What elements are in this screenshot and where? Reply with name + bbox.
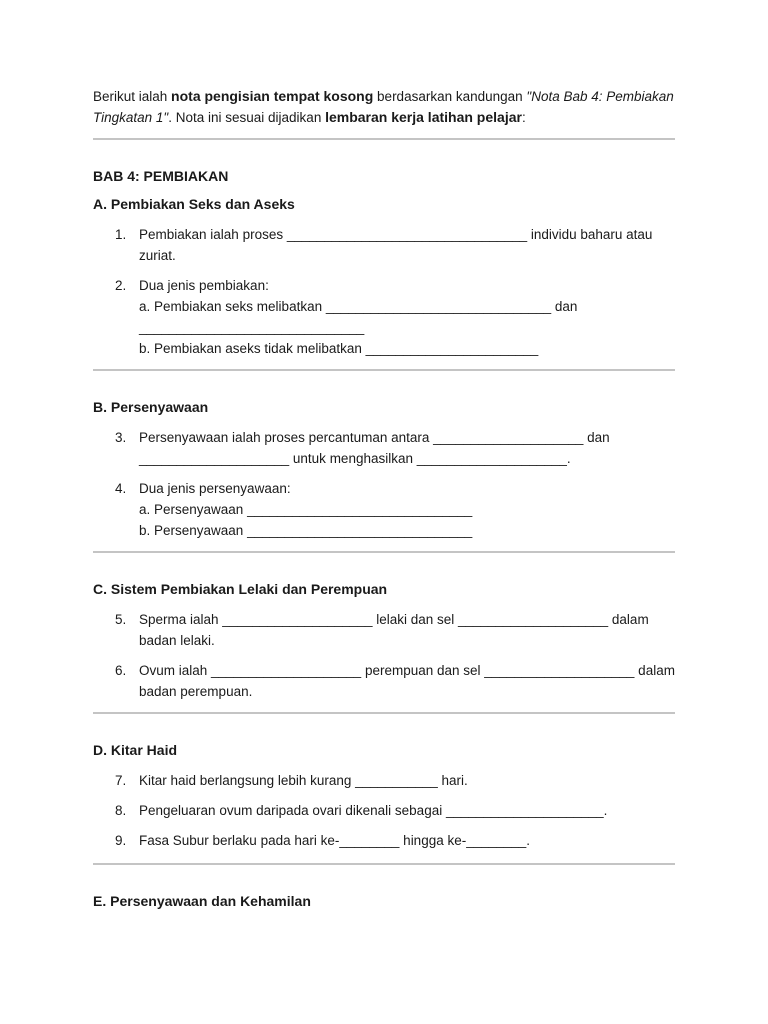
list-item: [93, 609, 675, 651]
item-subline: a. Persenyawaan ______________________________: [139, 502, 473, 517]
divider: [93, 863, 675, 865]
section-b-title: B. Persenyawaan: [93, 399, 209, 415]
list-item: [93, 478, 675, 541]
item-number: 7.: [115, 773, 127, 788]
list-item: [93, 800, 675, 821]
intro-italic-quote: "Nota Bab 4: Pembiakan Tingkatan 1": [93, 89, 674, 125]
section-d-list: [93, 770, 675, 851]
item-text: Persenyawaan ialah proses percantuman antara ____________________ dan ____________________ untuk menghasilkan ____________________.: [139, 430, 610, 466]
list-item: [93, 770, 675, 791]
item-number: 8.: [115, 803, 127, 818]
list-item: [93, 224, 675, 266]
item-text: Sperma ialah ____________________ lelaki dan sel ____________________ dalam badan lelaki.: [139, 612, 649, 648]
intro-text: berdasarkan kandungan: [373, 89, 527, 104]
item-number: 2.: [115, 278, 127, 293]
item-number: 4.: [115, 481, 127, 496]
divider: [93, 551, 675, 553]
section-b-list: [93, 427, 675, 541]
section-a-list: [93, 224, 675, 359]
item-text: Dua jenis pembiakan:: [139, 278, 269, 293]
item-text: Fasa Subur berlaku pada hari ke-________ hingga ke-________.: [139, 833, 531, 848]
item-number: 3.: [115, 430, 127, 445]
section-d-title: D. Kitar Haid: [93, 742, 178, 758]
item-text: Dua jenis persenyawaan:: [139, 481, 291, 496]
divider: [93, 712, 675, 714]
item-number: 5.: [115, 612, 127, 627]
intro-paragraph: [93, 86, 675, 128]
intro-text: :: [521, 110, 526, 125]
item-text: Kitar haid berlangsung lebih kurang ___________ hari.: [139, 773, 468, 788]
chapter-title: BAB 4: PEMBIAKAN: [93, 168, 229, 184]
intro-bold-phrase: lembaran kerja latihan pelajar: [325, 109, 522, 125]
item-text: Pembiakan ialah proses ________________________________ individu baharu atau zuriat.: [139, 227, 653, 263]
item-subline: a. Pembiakan seks melibatkan ______________________________ dan ______________________________: [139, 299, 578, 335]
list-item: [93, 427, 675, 469]
item-subline: b. Pembiakan aseks tidak melibatkan _______________________: [139, 341, 539, 356]
item-text: Pengeluaran ovum daripada ovari dikenali sebagai _____________________.: [139, 803, 608, 818]
divider: [93, 138, 675, 140]
item-number: 6.: [115, 663, 127, 678]
section-c-title: C. Sistem Pembiakan Lelaki dan Perempuan: [93, 581, 388, 597]
intro-text: . Nota ini sesuai dijadikan: [168, 110, 326, 125]
item-number: 1.: [115, 227, 127, 242]
divider: [93, 369, 675, 371]
intro-text: Berikut ialah: [93, 89, 172, 104]
item-text: Ovum ialah ____________________ perempuan dan sel ____________________ dalam badan perempuan.: [139, 663, 675, 699]
section-a-title: A. Pembiakan Seks dan Aseks: [93, 196, 295, 212]
list-item: [93, 275, 675, 359]
list-item: [93, 660, 675, 702]
section-e-title: E. Persenyawaan dan Kehamilan: [93, 893, 311, 909]
document-content: [93, 86, 675, 909]
intro-bold-phrase: nota pengisian tempat kosong: [171, 88, 374, 104]
section-c-list: [93, 609, 675, 702]
item-number: 9.: [115, 833, 127, 848]
list-item: [93, 830, 675, 851]
item-subline: b. Persenyawaan ______________________________: [139, 523, 473, 538]
